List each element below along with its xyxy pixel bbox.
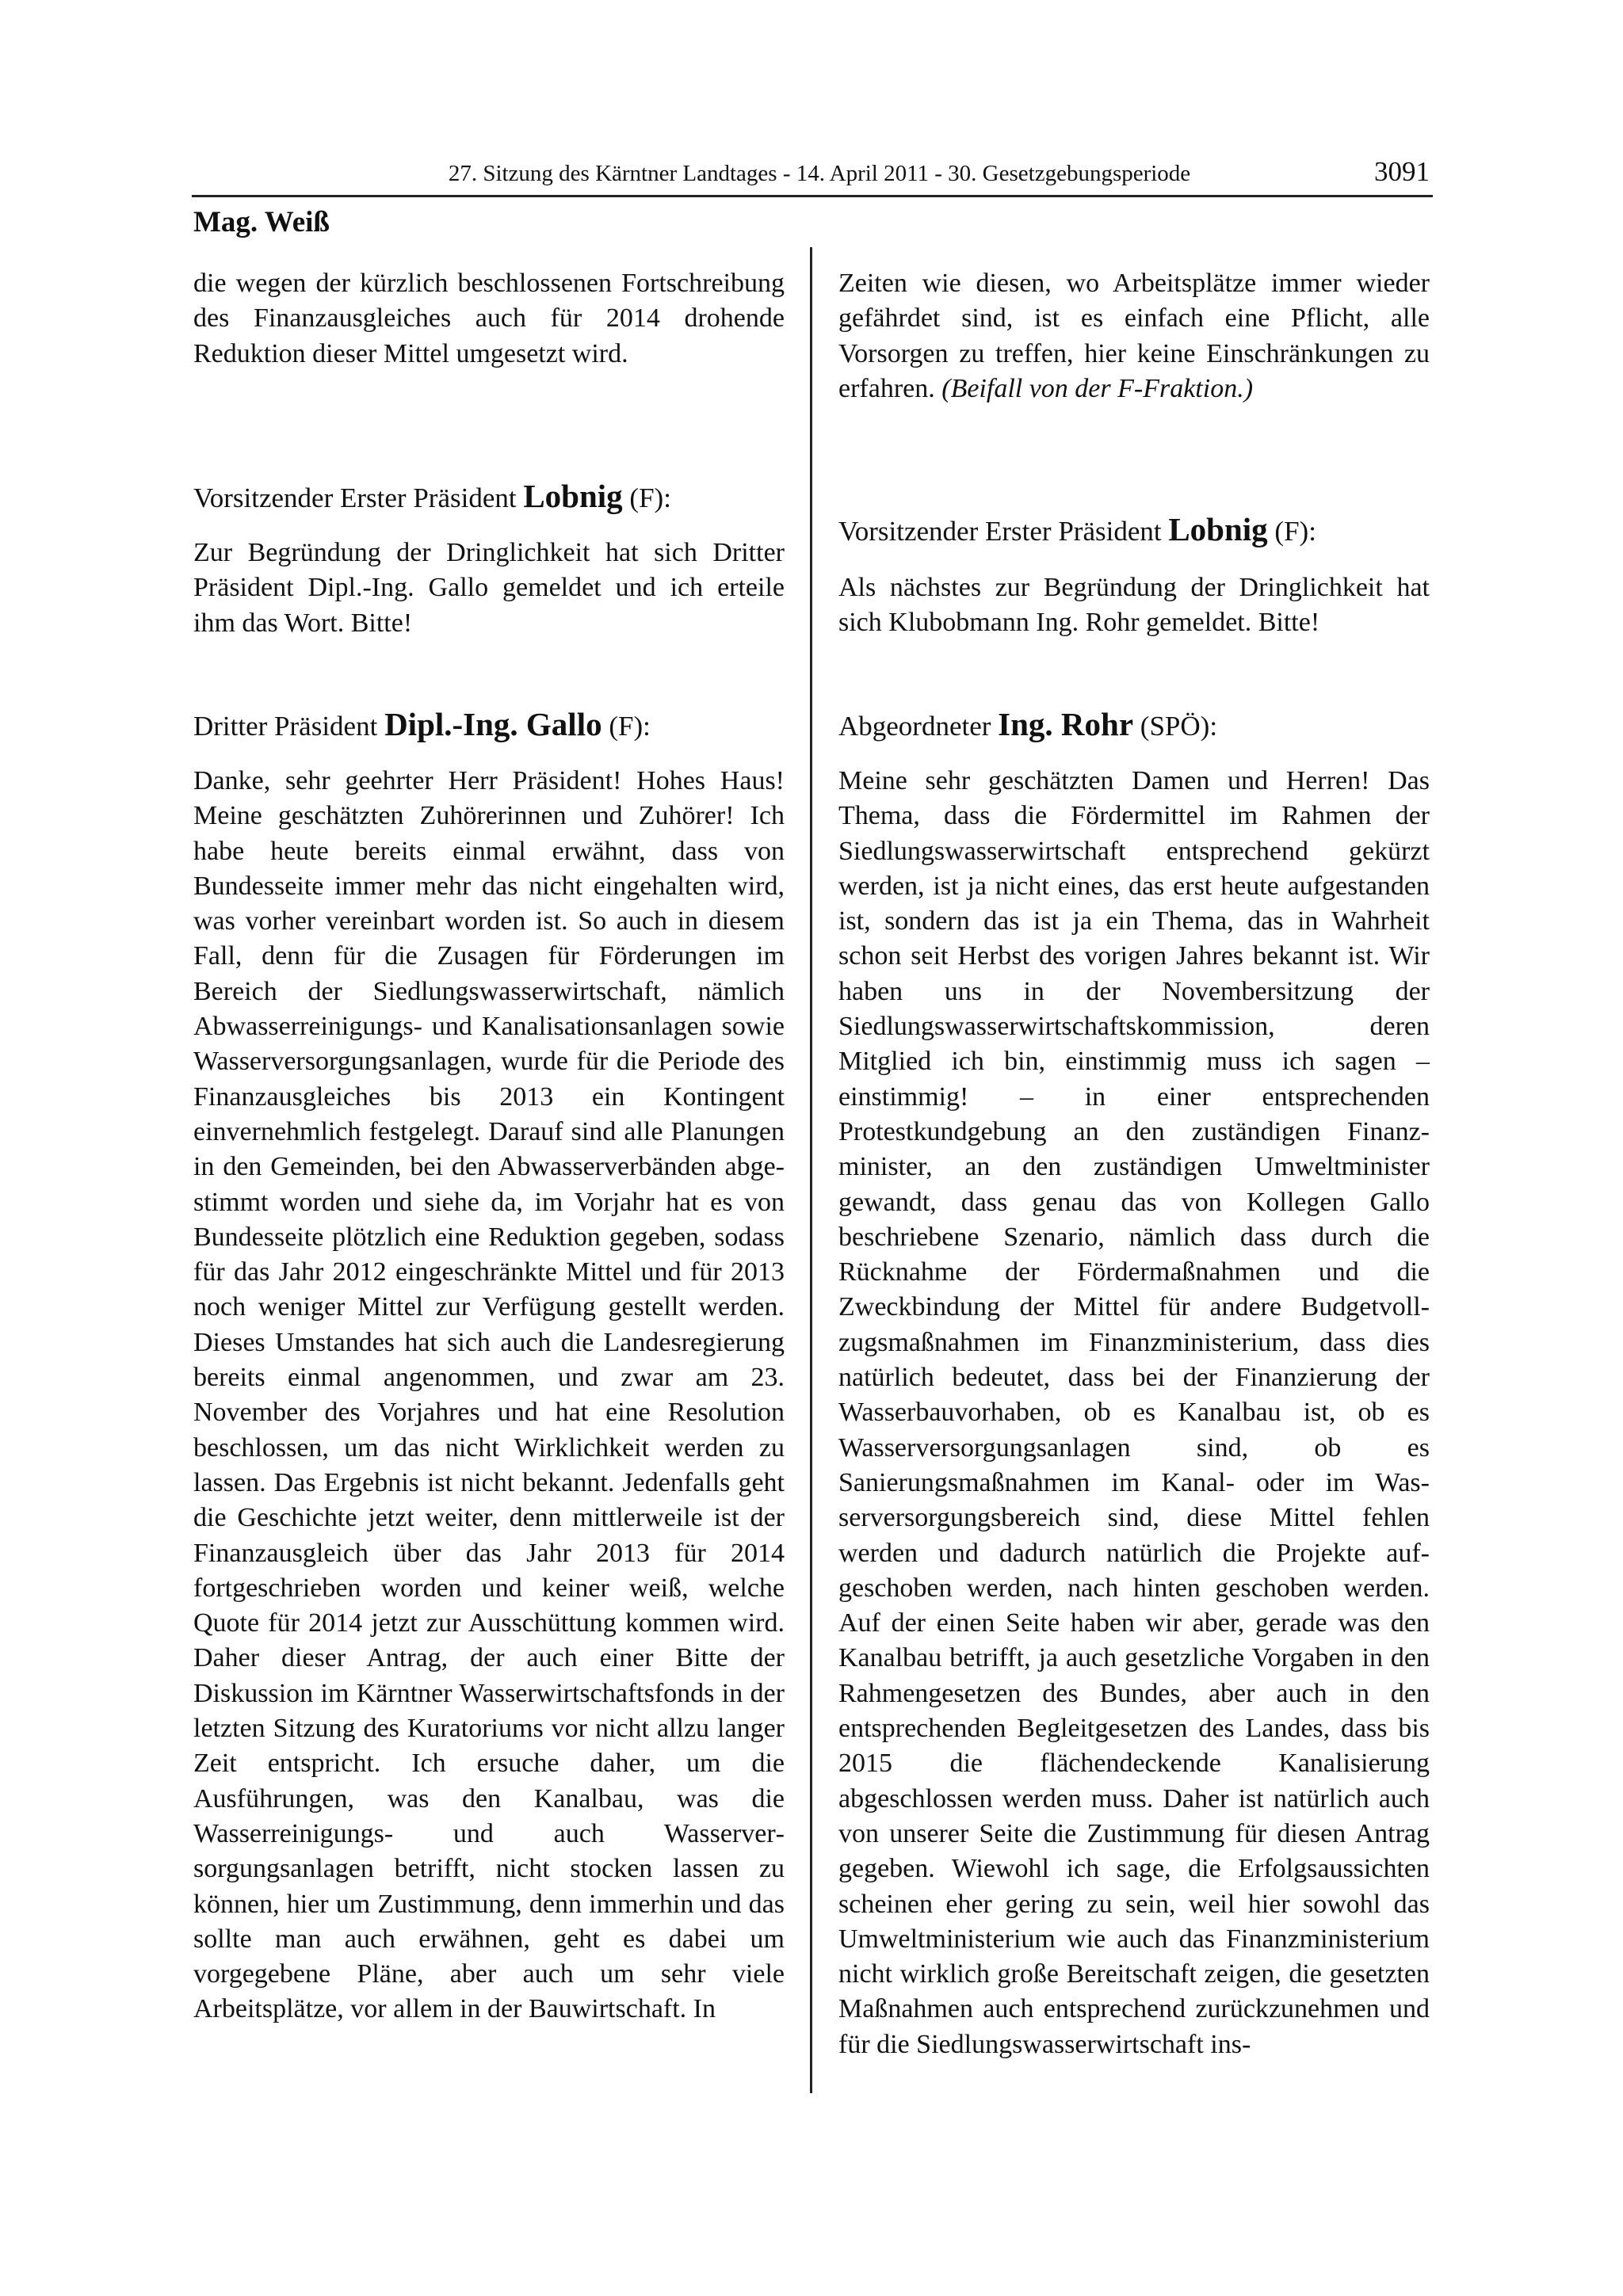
- right-paragraph-3-text: Meine sehr geschätzten Damen und Herren! Das Thema, dass die Fördermittel im Rahmen der Siedlungswasserwirtschaft entsprechend gekürzt werden, ist ja nicht eines, das erst heute aufgestanden ist, sondern das ist ja ein Thema, das in Wahrheit schon seit Herbst des vorigen Jahres bekannt ist. Wir haben uns in der Novembersitzung der Siedlungswasserwirtschaftskommission, deren Mitglied ich bin, einstimmig muss ich sagen – einstimmig! – in einer entsprechenden Protestkundgebung an den zuständigen Finanzminister, an den zuständigen Umweltminister gewandt, dass genau das von Kollegen Gallo beschriebene Szenario, nämlich dass durch die Rücknahme der Fördermaßnahmen und die Zweckbindung der Mittel für andere Budgetvollzugsmaßnahmen im Finanzministerium, dass dies natürlich bedeutet, dass bei der Finanzierung der Wasserbauvorhaben, ob es Kanalbau ist, ob es Wasserversorgungsanlagen sind, ob es Sanierungsmaßnahmen im Kanal- oder im Wasserversorgungsbereich sind, diese Mittel fehlen werden und dadurch natürlich die Projekte aufgeschoben werden, nach hinten geschoben werden. Auf der einen Seite haben wir aber, gerade was den Kanalbau betrifft, ja auch gesetzliche Vorgaben in den Rahmengesetzen des Bundes, aber auch in den entsprechenden Begleitgesetzen des Landes, dass bis 2015 die flächendeckende Kanalisierung abgeschlossen werden muss. Daher ist natürlich auch von unserer Seite die Zustimmung für diesen Antrag gegeben. Wiewohl ich sage, die Erfolgsaussichten scheinen eher gering zu sein, weil hier sowohl das Umweltministerium wie auch das Finanzministerium nicht wirklich große Bereitschaft zeigen, die gesetzten Maßnahmen auch entsprechend zurückzunehmen und für die Siedlungswasserwirtschaft ins-: [838, 766, 1430, 2059]
- right-speaker-heading-1: [838, 512, 1430, 549]
- speaker-name: Ing. Rohr: [998, 706, 1134, 742]
- speaker-party: (F):: [1267, 516, 1316, 547]
- right-paragraph-1-text: [838, 266, 1430, 406]
- header-divider: [192, 195, 1433, 197]
- speaker-party: (F):: [622, 482, 671, 513]
- left-paragraph-1-text: die wegen der kürzlich beschlossenen Fortschreibung des Finanzausgleiches auch für 2014 drohende Reduktion dieser Mittel umgesetzt wird.: [193, 269, 785, 368]
- speaker-name: Lobnig: [1168, 511, 1268, 547]
- speaker-name: Lobnig: [523, 478, 623, 514]
- left-paragraph-2-text: Zur Begründung der Dringlichkeit hat sich Dritter Präsident Dipl.-Ing. Gallo gemeldet und ich erteile ihm das Wort. Bitte!: [193, 538, 785, 638]
- running-speaker-name: Mag. Weiß: [193, 206, 330, 238]
- left-speaker-heading-1: [193, 479, 785, 516]
- column-divider: [810, 247, 812, 2093]
- left-paragraph-2: [193, 536, 785, 641]
- speaker-party: (SPÖ):: [1133, 711, 1218, 742]
- right-paragraph-1: [838, 266, 1430, 406]
- left-speaker-heading-2: [193, 707, 785, 744]
- left-paragraph-3: [193, 764, 785, 2027]
- right-speaker-heading-2: [838, 707, 1430, 744]
- speaker-party: (F):: [601, 711, 651, 742]
- speaker-prefix: Abgeordneter: [838, 711, 999, 742]
- speaker-name: Dipl.-Ing. Gallo: [384, 706, 602, 742]
- page-number: 3091: [1374, 156, 1430, 187]
- left-paragraph-1: [193, 266, 785, 372]
- right-paragraph-2-text: Als nächstes zur Begründung der Dringlichkeit hat sich Klubobmann Ing. Rohr gemeldet. Bitte!: [838, 573, 1430, 638]
- applause-note: (Beifall von der F-Fraktion.): [941, 373, 1254, 403]
- right-paragraph-1-body: Zeiten wie diesen, wo Arbeitsplätze immer wieder gefährdet sind, ist es einfach eine Pflicht, alle Vorsorgen zu treffen, hier keine Einschränkungen zu erfahren.: [838, 269, 1430, 403]
- left-paragraph-3-text: Danke, sehr geehrter Herr Präsident! Hohes Haus! Meine geschätzten Zuhörerinnen und Zuhörer! Ich habe heute bereits einmal erwähnt, dass von Bundesseite immer mehr das nicht eingehalten wird, was vorher vereinbart worden ist. So auch in diesem Fall, denn für die Zusagen für Förderungen im Bereich der Siedlungswasserwirtschaft, nämlich Abwasserreinigungs- und Kanalisationsanlagen sowie Wasserversorgungsanlagen, wurde für die Periode des Finanzausgleiches bis 2013 ein Kontingent einvernehmlich festgelegt. Darauf sind alle Planungen in den Gemeinden, bei den Abwasserverbänden abgestimmt worden und siehe da, im Vorjahr hat es von Bundesseite plötzlich eine Reduktion gegeben, sodass für das Jahr 2012 eingeschränkte Mittel und für 2013 noch weniger Mittel zur Verfügung gestellt werden. Dieses Umstandes hat sich auch die Landesregierung bereits einmal angenommen, und zwar am 23. November des Vorjahres und hat eine Resolution beschlossen, um das nicht Wirklichkeit werden zu lassen. Das Ergebnis ist nicht bekannt. Jedenfalls geht die Geschichte jetzt weiter, denn mittlerweile ist der Finanzausgleich über das Jahr 2013 für 2014 fortgeschrieben worden und keiner weiß, welche Quote für 2014 jetzt zur Ausschüttung kommen wird. Daher dieser Antrag, der auch einer Bitte der Diskussion im Kärntner Wasserwirtschaftsfonds in der letzten Sitzung des Kuratoriums vor nicht allzu langer Zeit entspricht. Ich ersuche daher, um die Ausführungen, was den Kanalbau, was die Wasserreinigungs- und auch Wasserversorgungsanlagen betrifft, nicht stocken lassen zu können, hier um Zustimmung, denn immerhin und das sollte man auch erwähnen, geht es dabei um vorgegebene Pläne, aber auch um sehr viele Arbeitsplätze, vor allem in der Bauwirtschaft. In: [193, 766, 785, 2024]
- speaker-prefix: Vorsitzender Erster Präsident: [838, 516, 1169, 547]
- speaker-prefix: Vorsitzender Erster Präsident: [193, 482, 524, 513]
- header-title: 27. Sitzung des Kärntner Landtages - 14. April 2011 - 30. Gesetzgebungsperiode: [448, 161, 1191, 186]
- right-paragraph-3: [838, 764, 1430, 2062]
- right-paragraph-2: [838, 570, 1430, 641]
- speaker-prefix: Dritter Präsident: [193, 711, 385, 742]
